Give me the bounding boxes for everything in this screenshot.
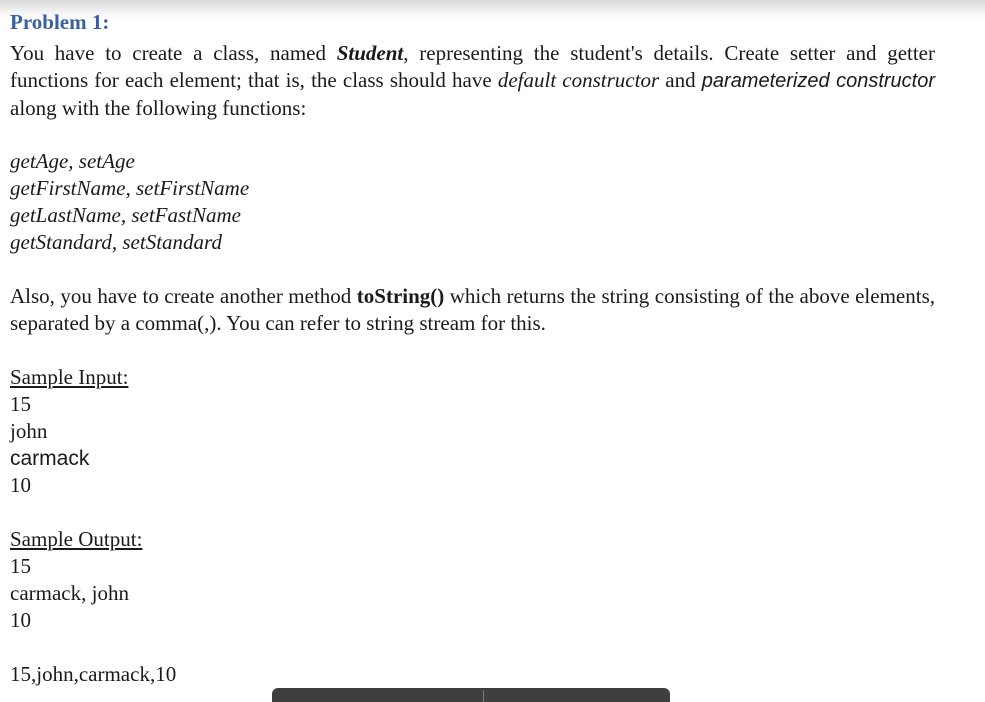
sample-input-lines	[10, 391, 935, 499]
intro-text-2: , representing the student's details. Create setter and getter functions for each element; that is, the class should have	[10, 41, 935, 92]
toolbar-divider	[483, 690, 484, 702]
problem-document	[10, 8, 935, 688]
parameterized-constructor-term: parameterized constructor	[701, 70, 936, 92]
sample-output-lines	[10, 553, 935, 688]
default-constructor-term: default constructor	[497, 68, 660, 92]
sample-input-line: 10	[10, 473, 31, 497]
sample-input-label: Sample Input:	[10, 365, 129, 389]
tostring-text-1: Also, you have to create another method	[10, 284, 357, 308]
function-pair-age: getAge, setAge	[10, 149, 135, 173]
tostring-text-2: which returns the string consisting of the above elements, separated by a comma(,). You can refer to string stream for this.	[10, 284, 935, 335]
sample-input-line: 15	[10, 392, 31, 416]
intro-paragraph	[10, 40, 935, 122]
sample-output-line: 10	[10, 608, 31, 632]
function-pair-standard: getStandard, setStandard	[10, 230, 222, 254]
problem-heading: Problem 1:	[10, 10, 110, 34]
tostring-method: toString()	[356, 284, 445, 308]
sample-output-label: Sample Output:	[10, 527, 143, 551]
class-name: Student	[336, 41, 404, 65]
intro-text-3: and	[659, 68, 702, 92]
sample-output-line: carmack, john	[10, 581, 129, 605]
intro-text-4: along with the following functions:	[10, 96, 307, 120]
blank-line	[10, 634, 935, 661]
intro-text-1: You have to create a class, named	[10, 41, 337, 65]
tostring-paragraph	[10, 283, 935, 337]
floating-toolbar[interactable]	[272, 688, 670, 702]
sample-input-line: carmack	[10, 447, 90, 470]
function-list	[10, 148, 935, 256]
sample-output-final-line: 15,john,carmack,10	[10, 662, 177, 686]
function-pair-last-name: getLastName, setFastName	[10, 203, 241, 227]
function-pair-first-name: getFirstName, setFirstName	[10, 176, 250, 200]
sample-input-line: john	[10, 419, 48, 443]
sample-output-line: 15	[10, 554, 31, 578]
